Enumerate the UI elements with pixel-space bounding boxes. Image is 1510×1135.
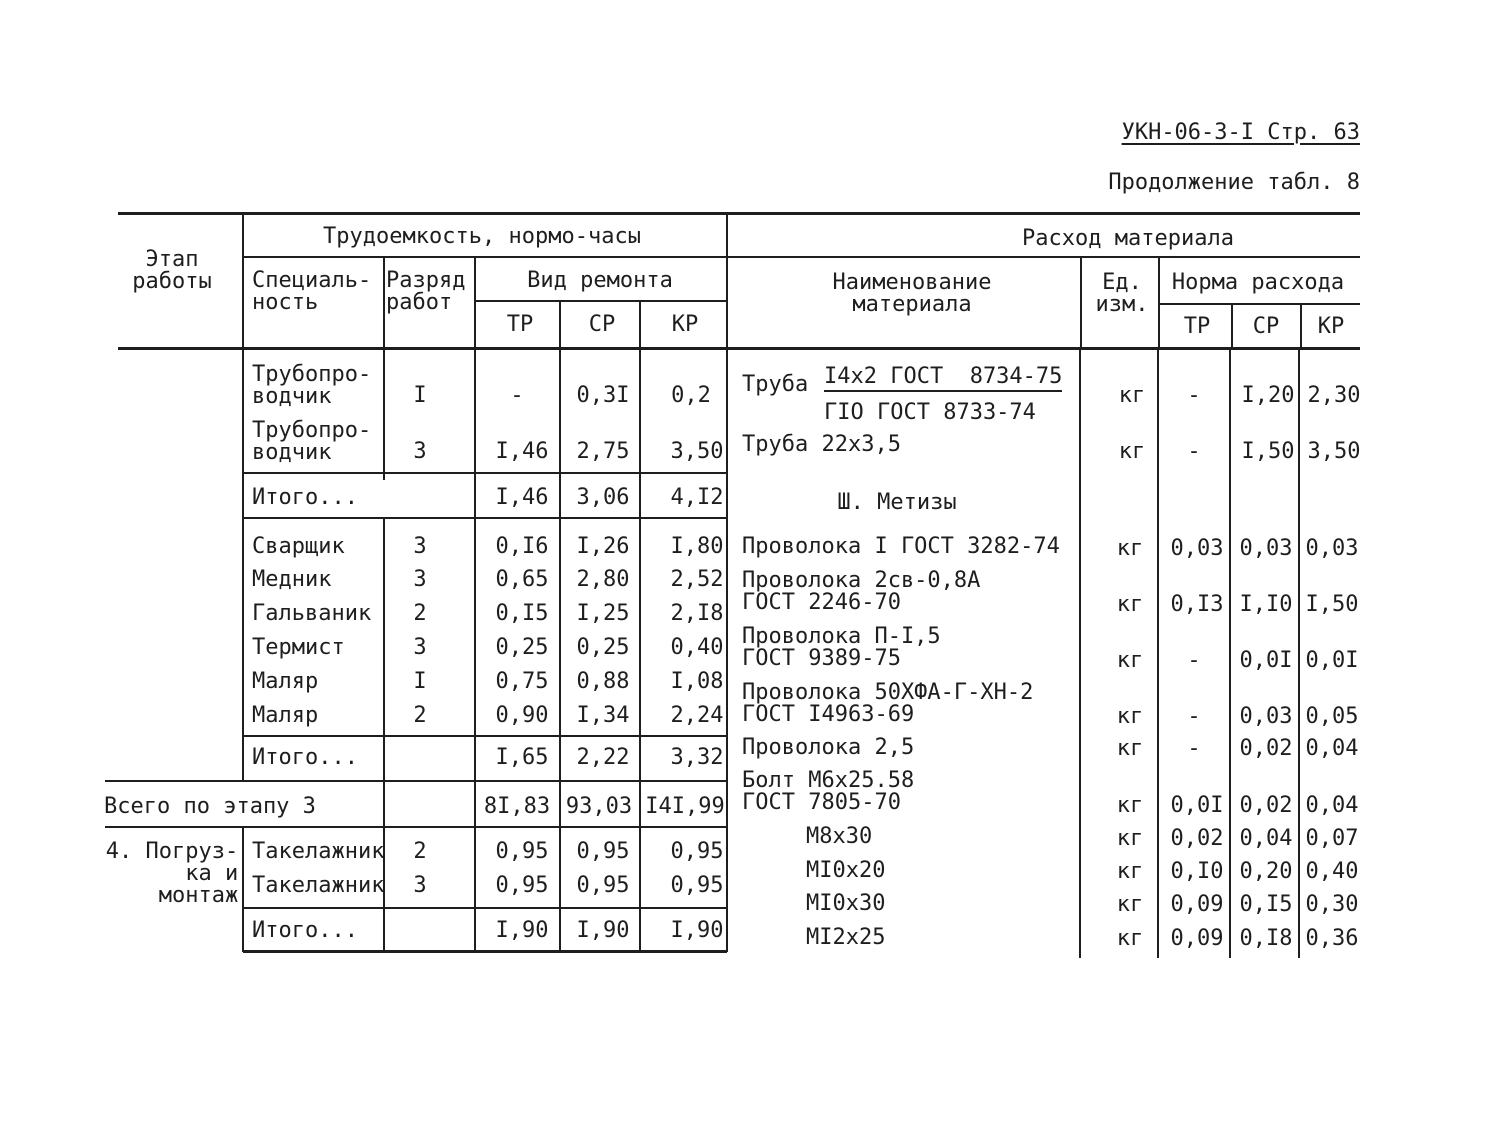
stage-column-header: Этап работы bbox=[132, 247, 212, 294]
sr-cell: I,34 bbox=[576, 703, 630, 728]
norm-sr-cell: I,50 bbox=[1241, 439, 1295, 464]
grade-column-header: Разряд работ bbox=[386, 268, 466, 315]
kr-cell: 2,24 bbox=[670, 703, 724, 728]
specialty-cell: Такелажник bbox=[252, 839, 385, 864]
tr-cell: 0,25 bbox=[495, 635, 549, 660]
norm-tr-cell: 0,02 bbox=[1170, 826, 1224, 851]
sr-cell: I,25 bbox=[576, 601, 630, 626]
unit-cell: кг bbox=[1116, 926, 1144, 951]
norm-sr-cell: 0,02 bbox=[1239, 736, 1293, 761]
specialty-cell: Гальваник bbox=[252, 601, 372, 626]
sr-cell: 0,88 bbox=[576, 669, 630, 694]
norm-tr-cell: 0,09 bbox=[1170, 926, 1224, 951]
norm-kr-cell: 0,0I bbox=[1305, 648, 1359, 673]
norm-kr-cell: 0,03 bbox=[1305, 536, 1359, 561]
specialty-cell: Маляр bbox=[252, 703, 319, 728]
norm-sr-header: СР bbox=[1252, 314, 1280, 339]
tr-cell: 0,I6 bbox=[495, 534, 549, 559]
sr-cell: 0,3I bbox=[576, 383, 630, 408]
norm-tr-cell: 0,03 bbox=[1170, 536, 1224, 561]
tr-cell: 0,95 bbox=[495, 839, 549, 864]
norm-sr-cell: 0,I5 bbox=[1239, 892, 1293, 917]
grade-cell: 2 bbox=[413, 703, 427, 728]
norm-sr-cell: I,20 bbox=[1241, 383, 1295, 408]
specialty-cell: Маляр bbox=[252, 669, 319, 694]
unit-cell: кг bbox=[1118, 383, 1146, 408]
norm-kr-cell: 0,04 bbox=[1305, 793, 1359, 818]
table-continuation-label: Продолжение табл. 8 bbox=[1108, 170, 1360, 195]
unit-cell: кг bbox=[1116, 704, 1144, 729]
specialty-cell: Трубопро- водчик bbox=[252, 362, 372, 409]
sr-cell: 3,06 bbox=[576, 485, 630, 510]
norm-kr-cell: 0,04 bbox=[1305, 736, 1359, 761]
norm-kr-cell: 0,36 bbox=[1305, 926, 1359, 951]
tr-cell: 0,65 bbox=[495, 567, 549, 592]
material-name-denominator: ГIO ГОСТ 8733-74 bbox=[824, 400, 1036, 425]
grade-cell: 3 bbox=[413, 534, 427, 559]
specialty-cell: Медник bbox=[252, 567, 332, 592]
sr-cell: 2,80 bbox=[576, 567, 630, 592]
specialty-cell: Термист bbox=[252, 635, 345, 660]
sr-cell: 0,25 bbox=[576, 635, 630, 660]
sr-cell: 2,75 bbox=[576, 439, 630, 464]
material-name-cell: M8x30 bbox=[806, 824, 873, 849]
sr-cell: 93,03 bbox=[565, 794, 633, 819]
norm-kr-cell: 3,50 bbox=[1307, 439, 1361, 464]
grade-cell: 2 bbox=[413, 839, 427, 864]
norm-tr-cell: - bbox=[1187, 736, 1201, 761]
grade-cell: 3 bbox=[413, 635, 427, 660]
material-name-header: Наименование материала bbox=[832, 270, 992, 317]
norm-sr-cell: 0,20 bbox=[1239, 859, 1293, 884]
norm-tr-cell: - bbox=[1187, 648, 1201, 673]
sr-cell: 0,95 bbox=[576, 873, 630, 898]
material-name-cell: MI0x30 bbox=[806, 891, 886, 916]
unit-cell: кг bbox=[1116, 536, 1144, 561]
norm-tr-cell: - bbox=[1187, 383, 1201, 408]
norm-tr-cell: - bbox=[1187, 704, 1201, 729]
norm-kr-cell: 0,40 bbox=[1305, 859, 1359, 884]
material-consumption-header: Расход материала bbox=[1022, 226, 1234, 251]
document-reference: УКН-06-3-I Стр. 63 bbox=[1121, 120, 1360, 145]
tr-cell: - bbox=[510, 383, 524, 408]
grade-cell: 2 bbox=[413, 601, 427, 626]
norm-tr-cell: 0,I0 bbox=[1170, 859, 1224, 884]
material-name-cell: Проволока 2,5 bbox=[742, 735, 915, 760]
tr-cell: I,46 bbox=[495, 439, 549, 464]
norm-sr-cell: 0,I8 bbox=[1239, 926, 1293, 951]
material-name-cell: Труба 22x3,5 bbox=[742, 432, 901, 457]
material-name-cell: MI2x25 bbox=[806, 925, 886, 950]
norm-kr-cell: I,50 bbox=[1305, 592, 1359, 617]
unit-cell: кг bbox=[1116, 592, 1144, 617]
norm-tr-cell: 0,09 bbox=[1170, 892, 1224, 917]
tr-cell: 0,95 bbox=[495, 873, 549, 898]
tr-cell: 0,75 bbox=[495, 669, 549, 694]
norm-kr-header: КР bbox=[1317, 314, 1345, 339]
norm-tr-cell: 0,I3 bbox=[1170, 592, 1224, 617]
subtotal-label: Итого... bbox=[252, 485, 358, 510]
norm-kr-cell: 2,30 bbox=[1307, 383, 1361, 408]
kr-cell: 0,40 bbox=[670, 635, 724, 660]
grade-cell: 3 bbox=[413, 439, 427, 464]
norm-tr-header: ТР bbox=[1183, 314, 1211, 339]
kr-cell: 2,52 bbox=[670, 567, 724, 592]
norm-kr-cell: 0,05 bbox=[1305, 704, 1359, 729]
labor-sr-header: СР bbox=[588, 312, 616, 337]
material-section-heading: Ш. Метизы bbox=[837, 490, 957, 515]
tr-cell: 8I,83 bbox=[483, 794, 551, 819]
grade-cell: I bbox=[413, 383, 427, 408]
unit-cell: кг bbox=[1116, 826, 1144, 851]
kr-cell: I,08 bbox=[670, 669, 724, 694]
material-name-numerator: I4x2 ГОСТ 8734-75 bbox=[824, 366, 1062, 392]
kr-cell: I,80 bbox=[670, 534, 724, 559]
sr-cell: 0,95 bbox=[576, 839, 630, 864]
kr-cell: 2,I8 bbox=[670, 601, 724, 626]
consumption-norm-header: Норма расхода bbox=[1171, 270, 1345, 295]
norm-sr-cell: 0,03 bbox=[1239, 704, 1293, 729]
grade-cell: I bbox=[413, 669, 427, 694]
specialty-column-header: Специаль- ность bbox=[252, 268, 372, 315]
material-name-cell: Проволока П-I,5 ГОСТ 9389-75 bbox=[742, 624, 941, 671]
tr-cell: 0,90 bbox=[495, 703, 549, 728]
specialty-cell: Трубопро- водчик bbox=[252, 418, 372, 465]
kr-cell: 0,95 bbox=[670, 873, 724, 898]
tr-cell: 0,I5 bbox=[495, 601, 549, 626]
norm-kr-cell: 0,30 bbox=[1305, 892, 1359, 917]
specialty-cell: Такелажник bbox=[252, 873, 385, 898]
norm-sr-cell: I,I0 bbox=[1239, 592, 1293, 617]
grade-cell: 3 bbox=[413, 873, 427, 898]
stage-4-label: 4. Погруз- ка и монтаж bbox=[105, 839, 239, 908]
kr-cell: I4I,99 bbox=[645, 794, 725, 819]
material-name-cell: Болт М6х25.58 ГОСТ 7805-70 bbox=[742, 768, 915, 815]
norm-sr-cell: 0,02 bbox=[1239, 793, 1293, 818]
stage-total-label: Всего по этапу 3 bbox=[104, 794, 316, 819]
unit-cell: кг bbox=[1116, 648, 1144, 673]
kr-cell: 3,50 bbox=[670, 439, 724, 464]
specialty-cell: Сварщик bbox=[252, 534, 345, 559]
material-name-cell: Проволока I ГОСТ 3282-74 bbox=[742, 534, 1060, 559]
labor-tr-header: ТР bbox=[506, 312, 534, 337]
sr-cell: 2,22 bbox=[576, 745, 630, 770]
subtotal-label: Итого... bbox=[252, 918, 358, 943]
kr-cell: 0,95 bbox=[670, 839, 724, 864]
unit-cell: кг bbox=[1116, 736, 1144, 761]
subtotal-label: Итого... bbox=[252, 745, 358, 770]
material-name-cell: MI0x20 bbox=[806, 858, 886, 883]
unit-cell: кг bbox=[1116, 892, 1144, 917]
grade-cell: 3 bbox=[413, 567, 427, 592]
labor-intensity-header: Трудоемкость, нормо-часы bbox=[323, 224, 641, 249]
norm-tr-cell: - bbox=[1187, 439, 1201, 464]
norm-sr-cell: 0,03 bbox=[1239, 536, 1293, 561]
tr-cell: I,46 bbox=[495, 485, 549, 510]
material-name-prefix: Труба bbox=[742, 372, 809, 397]
tr-cell: I,90 bbox=[495, 918, 549, 943]
norm-sr-cell: 0,04 bbox=[1239, 826, 1293, 851]
sr-cell: I,26 bbox=[576, 534, 630, 559]
kr-cell: I,90 bbox=[670, 918, 724, 943]
kr-cell: 0,2 bbox=[671, 383, 711, 408]
material-name-cell: Проволока 2св-0,8А ГОСТ 2246-70 bbox=[742, 568, 981, 615]
tr-cell: I,65 bbox=[495, 745, 549, 770]
norm-tr-cell: 0,0I bbox=[1170, 793, 1224, 818]
norm-kr-cell: 0,07 bbox=[1305, 826, 1359, 851]
kr-cell: 4,I2 bbox=[670, 485, 724, 510]
unit-cell: кг bbox=[1116, 793, 1144, 818]
norm-sr-cell: 0,0I bbox=[1239, 648, 1293, 673]
sr-cell: I,90 bbox=[576, 918, 630, 943]
unit-column-header: Ед. изм. bbox=[1095, 270, 1149, 317]
repair-type-header: Вид ремонта bbox=[527, 268, 673, 293]
kr-cell: 3,32 bbox=[670, 745, 724, 770]
labor-kr-header: КР bbox=[671, 312, 699, 337]
unit-cell: кг bbox=[1118, 439, 1146, 464]
unit-cell: кг bbox=[1116, 859, 1144, 884]
material-name-cell: Проволока 50ХФА-Г-ХН-2 ГОСТ I4963-69 bbox=[742, 680, 1034, 727]
